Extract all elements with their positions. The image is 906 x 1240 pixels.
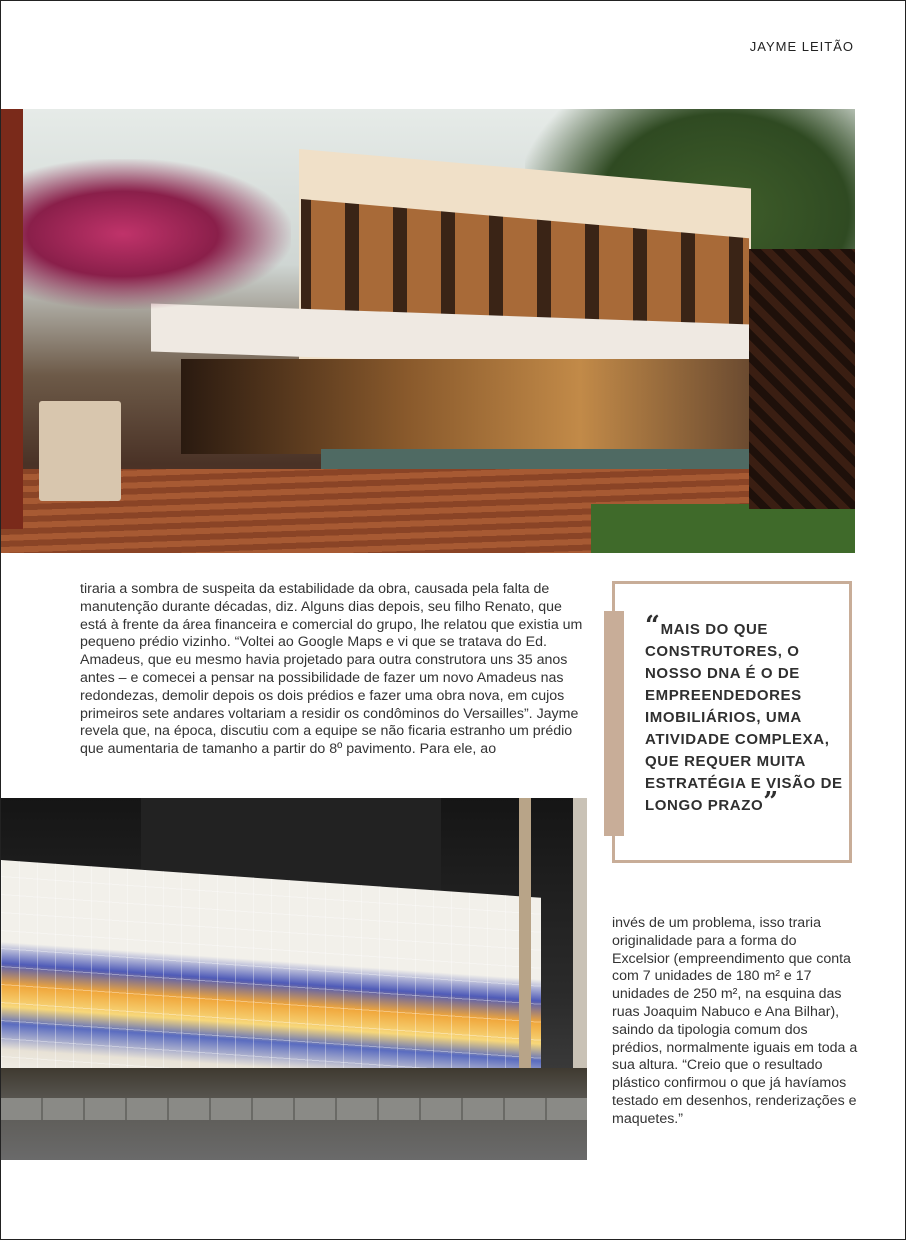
photo-utility-pole [519, 798, 531, 1098]
pull-quote [645, 611, 845, 817]
photo-screen-panel [749, 249, 855, 509]
photo-grass [591, 504, 855, 553]
photo-wall-left [1, 109, 23, 529]
pull-quote-text: MAIS DO QUE CONSTRUTORES, O NOSSO DNA É O DE EMPREENDEDORES IMOBILIÁRIOS, UMA ATIVIDADE COMPLEXA, QUE REQUER MUITA ESTRATÉGIA E VISÃO DE LONGO PRAZO [645, 621, 843, 814]
pull-quote-accent-bar [604, 611, 624, 836]
photo-sidewalk [1, 1098, 587, 1120]
body-paragraph-1: tiraria a sombra de suspeita da estabilidade da obra, causada pela falta de manutenção durante décadas, diz. Alguns dias depois, seu filho Renato, que está à frente da área financeira e comercial do grupo, lhe relatou que existia um pequeno prédio vizinho. “Voltei ao Google Maps e vi que se tratava do Ed. Amadeus, que eu mesmo havia projetado para outra construtora uns 35 anos antes – e comecei a pensar na possibilidade de fazer um novo Amadeus nas redondezas, demolir depois os dois prédios e fazer uma obra nova, em cujos primeiros sete andares voltariam a residir os condôminos do Versailles”. Jayme revela que, na época, discutiu com a equipe se não ficaria estranho um prédio que aumentaria de tamanho a partir do 8º pavimento. Para ele, ao [80, 581, 583, 758]
photo-planter [39, 401, 121, 501]
running-header-author: JAYME LEITÃO [749, 39, 854, 54]
quote-open-mark: “ [645, 611, 661, 641]
photo-lounge [181, 359, 751, 454]
photo-mural-wall-night [1, 798, 587, 1160]
quote-close-mark: ” [763, 787, 779, 817]
body-paragraph-2: invés de um problema, isso traria originalidade para a forma do Excelsior (empreendimento que conta com 7 unidades de 180 m² e 17 unidades de 250 m², na esquina das ruas Joaquim Nabuco e Ana Bilhar), saindo da tipologia comum dos prédios, normalmente iguais em toda a sua altura. “Creio que o resultado plástico confirmou o que já havíamos testado em desenhos, renderizações e maquetes.” [612, 915, 858, 1127]
photo-column [573, 798, 587, 1090]
photo-flowers [11, 159, 291, 309]
photo-lounge-render [1, 109, 855, 553]
